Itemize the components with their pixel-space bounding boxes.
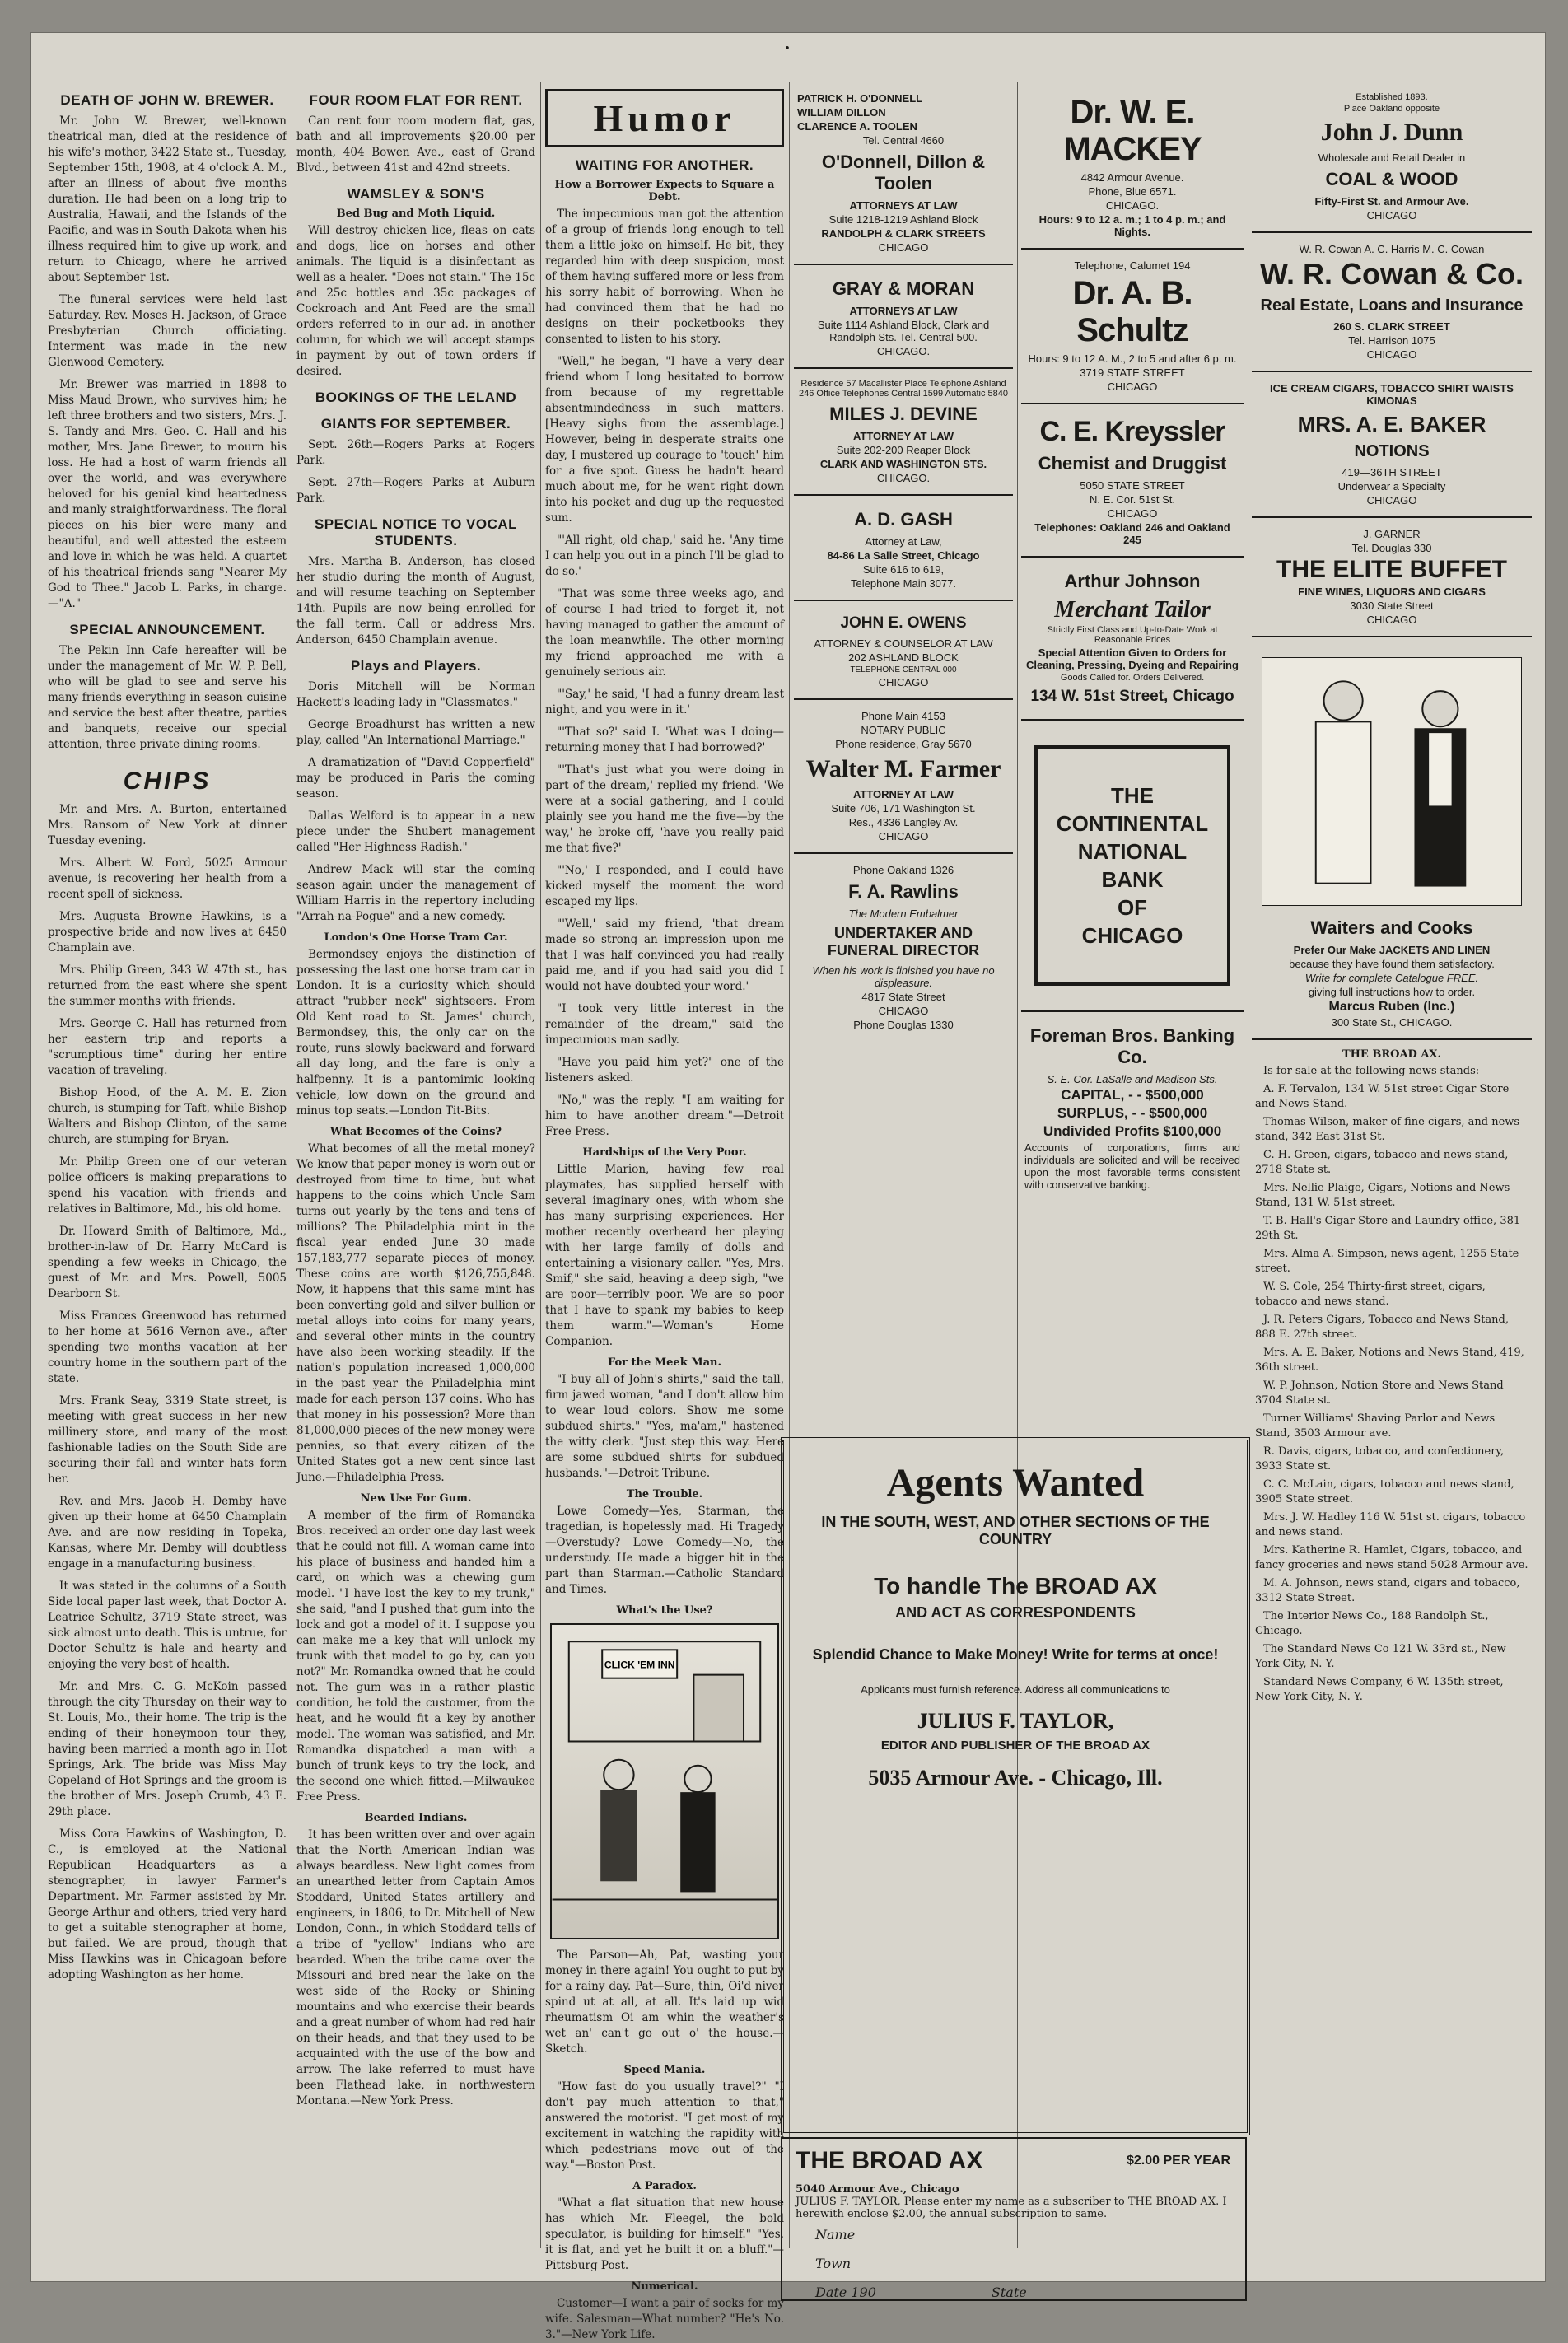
continental-bank-ad xyxy=(1021,719,1244,1010)
trouble-headline: The Trouble. xyxy=(626,1488,703,1501)
gum-headline: New Use For Gum. xyxy=(360,1492,472,1505)
article-paragraph: A dramatization of "David Copperfield" may be produced in Paris the coming season. xyxy=(296,756,535,800)
firm-role: ATTORNEY AT LAW xyxy=(852,430,954,442)
cartoon-caption: The Parson—Ah, Pat, wasting your money in there again! You ought to put by for a rainy day. Pat—Sure, thin, Oi'd niver spind ut at all, at all. It's laid up wid rheumatism Oi am whin the weather's wet an' can't go out o' the house.—Sketch. xyxy=(545,1949,784,2056)
firm-address: RANDOLPH & CLARK STREETS xyxy=(821,227,986,240)
article-paragraph: A member of the firm of Romandka Bros. received an order one day last week that he could not fill. A woman came into his place of business and handed him a card, on which was a chewing gum model. "I have lost the key to my trunk," she said, "and I pushed that gum into the lock and got a model of it. I suppose you can make me a key that will unlock my trunk with that model to go by, can you not?" Mr. Romandka owned that he could not. The gum was in a rather plastic condition, he told the customer, from the heat, and he would fit a key by another model. The woman was satisfied, and Mr. Romandka dispatched a man with a bunch of trunk keys to try the lock, and the second one which fitted.—Milwaukee Free Press. xyxy=(296,1509,535,1804)
column-rule xyxy=(540,82,541,2248)
druggist-role: Chemist and Druggist xyxy=(1038,453,1227,474)
firm-city: CHICAGO. xyxy=(876,472,931,484)
list-item: C. H. Green, cigars, tobacco and news stand, 2718 State st. xyxy=(1255,1149,1509,1176)
firm-address: 84-86 La Salle Street, Chicago xyxy=(827,549,980,562)
firm-address: CLARK AND WASHINGTON STS. xyxy=(819,458,987,470)
leland-headline: BOOKINGS OF THE LELAND xyxy=(315,390,517,405)
baker-address: 419—36TH STREET xyxy=(1342,466,1442,478)
bank-line: BANK xyxy=(1101,867,1164,892)
chips-item: Mrs. Albert W. Ford, 5025 Armour avenue, is recovering her health from a recent spell of sickness. xyxy=(48,856,287,901)
dunn-established: Established 1893. xyxy=(1356,92,1428,102)
article-paragraph: The impecunious man got the attention of a group of friends long enough to tell them a little joke on himself. He bit, they regarded him with deep suspicion, most of them having suffered more or less from his sorry habit of borrowing. When he had convinced them that he had no designs on their pocketbooks they consented to listen to his story. xyxy=(545,208,784,346)
firm-role: ATTORNEYS AT LAW xyxy=(849,305,958,317)
article-paragraph: Can rent four room modern flat, gas, bath and all improvements $20.00 per month, 404 Bowen Ave., east of Grand Blvd., between 41st and 42nd streets. xyxy=(296,114,535,175)
coupon-date-field[interactable]: Date 190 xyxy=(815,2285,876,2300)
waiters-illustration xyxy=(1262,657,1522,906)
elite-name: THE ELITE BUFFET xyxy=(1276,556,1507,583)
firm-name: O'Donnell, Dillon & Toolen xyxy=(821,152,986,194)
agents-line: Splendid Chance to Make Money! Write for terms at once! xyxy=(812,1646,1219,1663)
stands-intro: Is for sale at the following news stands: xyxy=(1263,1065,1480,1077)
baker-name: MRS. A. E. BAKER xyxy=(1297,412,1486,436)
odonnell-ad xyxy=(794,82,1013,264)
list-item: Mrs. Nellie Plaige, Cigars, Notions and News Stand, 131 W. 51st street. xyxy=(1255,1182,1510,1209)
inn-sign-text: CLICK 'EM INN xyxy=(604,1659,675,1671)
owens-ad xyxy=(794,600,1013,698)
article-paragraph: Sept. 26th—Rogers Parks at Rogers Park. xyxy=(296,438,535,467)
column-1 xyxy=(48,82,287,2248)
column-4 xyxy=(794,82,1013,1400)
notary-label: NOTARY PUBLIC xyxy=(861,724,946,736)
agents-contact-address: 5035 Armour Ave. - Chicago, Ill. xyxy=(868,1766,1163,1790)
chips-item: Mr. Philip Green one of our veteran police officers is making preparations to spend his vacation with friends and relatives in Baltimore, Md., his old home. xyxy=(48,1155,287,1216)
list-item: Mrs. A. E. Baker, Notions and News Stand, 419, 36th street. xyxy=(1255,1347,1524,1374)
elite-keeper: J. GARNER xyxy=(1363,528,1421,540)
residence-phone: Phone residence, Gray 5670 xyxy=(835,738,972,750)
death-headline: DEATH OF JOHN W. BREWER. xyxy=(60,92,274,108)
partner-name: PATRICK H. O'DONNELL xyxy=(797,92,923,105)
article-paragraph: Customer—I want a pair of socks for my wife. Salesman—What number? "He's No. 3."—New York Life. xyxy=(545,2297,784,2341)
coupon-state-field[interactable]: State xyxy=(991,2285,1027,2300)
tailor-note: Strictly First Class and Up-to-Date Work at Reasonable Prices xyxy=(1047,625,1218,645)
firm-suite: Suite 706, 171 Washington St. xyxy=(831,802,976,814)
doctor-name: Dr. A. B. Schultz xyxy=(1072,275,1192,348)
druggist-corner: N. E. Cor. 51st St. xyxy=(1089,493,1176,506)
ruben-ad xyxy=(1252,636,1532,1038)
elite-role: FINE WINES, LIQUORS AND CIGARS xyxy=(1298,586,1486,598)
devine-ad xyxy=(794,367,1013,494)
coupon-text: JULIUS F. TAYLOR, Please enter my name as a subscriber to THE BROAD AX. I herewith enclose $2.00, the annual subscription to same. xyxy=(796,2196,1227,2220)
dunn-address: Fifty-First St. and Armour Ave. xyxy=(1314,195,1469,208)
firm-telephone: Residence 57 Macallister Place Telephone Ashland 246 Office Telephones Central 1599 Automatic 5840 xyxy=(799,379,1008,399)
firm-city: CHICAGO xyxy=(878,241,929,254)
foreman-ad xyxy=(1021,1010,1244,1201)
firm-role: ATTORNEYS AT LAW xyxy=(849,199,958,212)
list-item: Thomas Wilson, maker of fine cigars, and news stand, 342 East 31st St. xyxy=(1255,1116,1520,1143)
article-paragraph: "'That's just what you were doing in part of the dream,' replied my friend. 'We were at a social gathering, and I could plainly see you hand me the five—by the way,' he broke off, 'have you really paid me that five?' xyxy=(545,763,784,855)
list-item: Mrs. Alma A. Simpson, news agent, 1255 State street. xyxy=(1255,1248,1519,1275)
firm-city: CHICAGO xyxy=(878,830,929,842)
column-6 xyxy=(1252,82,1532,2248)
schultz-ad xyxy=(1021,248,1244,403)
article-paragraph: "'Well,' said my friend, 'that dream made so strong an impression upon me that I was half convinced you had really paid me, and if you had said you did I would not have doubted your word.' xyxy=(545,917,784,993)
article-paragraph: Lowe Comedy—Yes, Starman, the tragedian, is hopelessly mad. Hi Tragedy—Overstudy? Lowe Comedy—No, the understudy. He made a bigger hit in the part than Starman.—Catholic Standard and Times. xyxy=(545,1505,784,1596)
firm-suite: 202 ASHLAND BLOCK xyxy=(848,651,959,664)
wamsley-headline: WAMSLEY & SON'S xyxy=(347,186,485,202)
chips-item: Mrs. Philip Green, 343 W. 47th st., has returned from the east where she spent the summer months with friends. xyxy=(48,964,287,1008)
ruben-catalogue: Write for complete Catalogue FREE. xyxy=(1304,972,1479,984)
dunn-city: CHICAGO xyxy=(1366,209,1417,222)
agents-line: Applicants must furnish reference. Address all communications to xyxy=(861,1683,1170,1696)
baker-ad xyxy=(1252,371,1532,516)
firm-address: 4817 State Street xyxy=(861,991,945,1003)
news-stands-list xyxy=(1252,1038,1532,1716)
firm-suite: Suite 1114 Ashland Block, Clark and Randolph Sts. Tel. Central 500. xyxy=(817,319,990,343)
agents-contact-role: EDITOR AND PUBLISHER OF THE BROAD AX xyxy=(880,1739,1150,1753)
firm-name: F. A. Rawlins xyxy=(848,881,959,902)
article-paragraph: Dallas Welford is to appear in a new piece under the Shubert management called "Her Highness Radish." xyxy=(296,810,535,854)
article-paragraph: George Broadhurst has written a new play, called "An International Marriage." xyxy=(296,718,535,747)
dunn-name: John J. Dunn xyxy=(1320,119,1463,146)
plays-headline: Plays and Players. xyxy=(350,658,482,674)
tailor-address: 134 W. 51st Street, Chicago xyxy=(1030,688,1234,705)
chips-item: Mr. and Mrs. C. G. McKoin passed through the city Thursday on their way to St. Louis, Mo., their home. The trip is the ending of their honeymoon tour they, having been married a month ago in Hot Springs, Ark. The bride was Miss May Copeland of Hot Springs and the groom is the brother of Mrs. Joseph Crumb, 43 E. 29th place. xyxy=(48,1680,287,1818)
baker-city: CHICAGO xyxy=(1366,494,1417,506)
firm-name: JOHN E. OWENS xyxy=(840,614,967,632)
tailor-name: Arthur Johnson xyxy=(1064,571,1201,591)
cowan-ad xyxy=(1252,231,1532,371)
subscription-coupon xyxy=(781,2137,1247,2301)
article-paragraph: Sept. 27th—Rogers Parks at Auburn Park. xyxy=(296,476,535,505)
mackey-ad xyxy=(1021,82,1244,248)
chips-item: Bishop Hood, of the A. M. E. Zion church, is stumping for Taft, while Bishop Walters and Bishop Clinton, of the same church, are stumping for Bryan. xyxy=(48,1086,287,1146)
firm-suite: Suite 616 to 619, xyxy=(862,563,945,576)
ruben-name: Marcus Ruben (Inc.) xyxy=(1328,1000,1455,1014)
partner-name: WILLIAM DILLON xyxy=(797,106,886,119)
cowan-address: 260 S. CLARK STREET xyxy=(1333,320,1450,333)
bank-address: S. E. Cor. LaSalle and Madison Sts. xyxy=(1047,1073,1218,1085)
list-item: Mrs. Katherine R. Hamlet, Cigars, tobacco, and fancy groceries and news stand 5028 Armour ave. xyxy=(1255,1544,1528,1571)
cartoon-drawing xyxy=(552,1625,777,1938)
humor-banner: Humor xyxy=(545,89,784,147)
firm-city: CHICAGO xyxy=(878,1005,929,1017)
firm-tagline: When his work is finished you have no displeasure. xyxy=(812,964,995,989)
meek-headline: For the Meek Man. xyxy=(607,1356,722,1369)
residence-address: Res., 4336 Langley Av. xyxy=(848,816,959,828)
list-item: Standard News Company, 6 W. 135th street, New York City, N. Y. xyxy=(1255,1676,1504,1703)
firm-subtitle: The Modern Embalmer xyxy=(848,908,959,920)
article-paragraph: "'Say,' he said, 'I had a funny dream last night, and you were in it.' xyxy=(545,688,784,716)
firm-role: ATTORNEY & COUNSELOR AT LAW xyxy=(814,637,993,650)
article-paragraph: "'All right, old chap,' said he. 'Any time I can help you out in a pinch I'll be glad to do so.' xyxy=(545,534,784,578)
tailor-role: Merchant Tailor xyxy=(1054,597,1211,623)
dunn-note: Place Oakland opposite xyxy=(1343,104,1440,114)
article-paragraph: "'That so?' said I. 'What was I doing—returning money that I had borrowed?' xyxy=(545,726,784,754)
article-paragraph: What becomes of all the metal money? We know that paper money is worn out or destroyed from time to time, but what happens to the coins which Uncle Sam turns out yearly by the tens and tens of millions? The Philadelphia mint in the fiscal year ended June 30 made 157,183,777 separate pieces of money. These coins are worth $126,755,848. Now, it happens that this same mint has been converting gold and silver bullion or metal alloys into coins for many years, and several other mints in the country have also been working steadily. If the nation's population increased 1,000,000 in the past year the Philadelphia mint made for each person 137 coins. Who has that money in his possession? More than 81,000,000 pieces of the new money were pennies, so that every citizen of the United States got a new cent since last June.—Philadelphia Press. xyxy=(296,1142,535,1484)
elite-city: CHICAGO xyxy=(1366,614,1417,626)
list-item: W. P. Johnson, Notion Store and News Stand 3704 State st. xyxy=(1255,1379,1504,1407)
firm-telephone: Telephone Main 3077. xyxy=(851,577,956,590)
waiting-subhead: How a Borrower Expects to Square a Debt. xyxy=(554,179,775,203)
firm-telephone: Phone Douglas 1330 xyxy=(853,1019,954,1031)
list-item: The Interior News Co., 188 Randolph St., Chicago. xyxy=(1255,1610,1489,1637)
article-paragraph: "How fast do you usually travel?" "I don't pay much attention to that," answered the motorist. "I get most of my excitement in watching the rapidity with which pedestrians move out of the way."—Boston Post. xyxy=(545,2080,784,2172)
agents-line: To handle The BROAD AX xyxy=(874,1573,1157,1599)
chips-item: Rev. and Mrs. Jacob H. Demby have given up their home at 6450 Champlain Ave. and are now residing in Topeka, Kansas, where Mr. Demby will doubtless engage in a manufacturing business. xyxy=(48,1495,287,1571)
column-2 xyxy=(296,82,535,2248)
article-paragraph: Will destroy chicken lice, fleas on cats and dogs, lice on horses and other animals. The liquid is a disinfectant as well as a healer. "Does not stain." The 15c and 25c bottles and 35c packages of Cockroach and Ant Feed are the small orders referred to in our ad. in another column, for which we will accept stamps in payment by out of town orders if desired. xyxy=(296,224,535,378)
use-headline: What's the Use? xyxy=(616,1604,713,1617)
special-headline: SPECIAL ANNOUNCEMENT. xyxy=(69,622,265,637)
article-paragraph: Andrew Mack will star the coming season again under the management of William Harris in the repertory including "Arrah-na-Pogue" and a new comedy. xyxy=(296,863,535,923)
firm-suite: Suite 1218-1219 Ashland Block xyxy=(828,213,978,226)
elite-address: 3030 State Street xyxy=(1350,600,1434,612)
baker-role: NOTIONS xyxy=(1354,442,1430,460)
giants-headline: GIANTS FOR SEPTEMBER. xyxy=(320,416,511,432)
doctor-address: 4842 Armour Avenue. xyxy=(1080,171,1184,184)
partner-name: CLARENCE A. TOOLEN xyxy=(797,120,917,133)
chips-item: Mr. and Mrs. A. Burton, entertained Mrs. Ransom of New York at dinner Tuesday evening. xyxy=(48,803,287,847)
article-paragraph: "What a flat situation that new house has which Mr. Fleegel, the bold speculator, is building for himself." "Yes, it is flat, and yet he built it on a bluff."—Pittsburg Post. xyxy=(545,2196,784,2272)
bank-line: NATIONAL xyxy=(1077,839,1188,864)
chips-item: Mrs. Frank Seay, 3319 State street, is meeting with great success in her new millinery store, and many of the most fashionable ladies on the South Side are securing their fall and winter hats form her. xyxy=(48,1394,287,1486)
waiting-headline: WAITING FOR ANOTHER. xyxy=(575,157,754,173)
firm-city: CHICAGO xyxy=(878,676,929,688)
list-item: C. C. McLain, cigars, tobacco and news stand, 3905 State street. xyxy=(1255,1478,1514,1505)
bank-line: CHICAGO xyxy=(1081,923,1183,948)
cowan-firm: W. R. Cowan & Co. xyxy=(1260,257,1524,291)
kreyssler-ad xyxy=(1021,403,1244,556)
list-item: W. S. Cole, 254 Thirty-first street, cigars, tobacco and news stand. xyxy=(1255,1281,1486,1308)
firm-city: CHICAGO. xyxy=(876,345,931,357)
druggist-phone: Telephones: Oakland 246 and Oakland 245 xyxy=(1034,521,1230,546)
dunn-ad xyxy=(1252,82,1532,231)
page-marker: • xyxy=(784,43,792,55)
waiters-drawing xyxy=(1262,658,1521,905)
indians-headline: Bearded Indians. xyxy=(364,1812,468,1824)
flat-headline: FOUR ROOM FLAT FOR RENT. xyxy=(309,92,523,108)
vocal-headline: SPECIAL NOTICE TO VOCAL STUDENTS. xyxy=(314,516,518,548)
bank-line: THE xyxy=(1111,783,1154,808)
druggist-city: CHICAGO xyxy=(1107,507,1158,520)
list-item: M. A. Johnson, news stand, cigars and tobacco, 3312 State Street. xyxy=(1255,1577,1520,1604)
agents-wanted-ad xyxy=(781,1437,1250,2135)
bank-line: CONTINENTAL xyxy=(1056,811,1209,836)
article-paragraph: The Pekin Inn Cafe hereafter will be under the management of Mr. W. P. Bell, who will be glad to see and serve his many friends everything in season cuisine and service the best after theatre, parties and banquets, receive our special attention, three private dining rooms. xyxy=(48,644,287,751)
ruben-title: Waiters and Cooks xyxy=(1310,917,1473,938)
firm-role: Attorney at Law, xyxy=(865,535,942,548)
elite-telephone: Tel. Douglas 330 xyxy=(1351,542,1432,554)
speed-headline: Speed Mania. xyxy=(623,2064,706,2076)
list-item: A. F. Tervalon, 134 W. 51st street Cigar Store and News Stand. xyxy=(1255,1083,1510,1110)
firm-name: A. D. GASH xyxy=(854,509,953,530)
chips-item: Miss Frances Greenwood has returned to her home at 5616 Vernon ave., after spending two months vacation at her country home in the southern part of the state. xyxy=(48,1309,287,1385)
coupon-date-row xyxy=(782,2278,1245,2307)
article-paragraph: Little Marion, having few real playmates, has supplied herself with several imaginary ones, with whom she has many surprising experiences. Her mother recently overheard her playing with her large family of dolls and entertaining a visionary caller. "Yes, Mrs. Smif," she said, heaving a deep sigh, "we are poor—terribly poor. We are so poor that I have to spank my babies to keep them warm."—Woman's Home Companion. xyxy=(545,1163,784,1348)
firm-name: GRAY & MORAN xyxy=(832,278,975,299)
coupon-address: 5040 Armour Ave., Chicago xyxy=(796,2183,959,2196)
cowan-city: CHICAGO xyxy=(1366,348,1417,361)
list-item: T. B. Hall's Cigar Store and Laundry office, 381 29th St. xyxy=(1255,1215,1521,1242)
article-paragraph: The funeral services were held last Saturday. Rev. Moses H. Jackson, of Grace Presbyterian Church officiating. Interment was made in the new Glenwood Cemetery. xyxy=(48,293,287,369)
wamsley-subhead: Bed Bug and Moth Liquid. xyxy=(336,208,496,220)
bank-name: Foreman Bros. Banking Co. xyxy=(1029,1025,1235,1067)
ruben-note: giving full instructions how to order. xyxy=(1308,986,1476,998)
coins-headline: What Becomes of the Coins? xyxy=(329,1126,502,1138)
cowan-partners: W. R. Cowan A. C. Harris M. C. Cowan xyxy=(1299,243,1485,255)
chips-item: Mrs. George C. Hall has returned from her eastern trip and reports a "scrumptious time" during her entire vacation of traveling. xyxy=(48,1017,287,1077)
ruben-subtitle: Prefer Our Make JACKETS AND LINEN xyxy=(1293,944,1491,956)
firm-role: UNDERTAKER AND FUNERAL DIRECTOR xyxy=(827,925,980,959)
druggist-name: C. E. Kreyssler xyxy=(1039,416,1225,447)
doctor-name: Dr. W. E. MACKEY xyxy=(1063,94,1202,167)
bank-logo xyxy=(1034,745,1230,986)
firm-telephone: Phone Main 4153 xyxy=(861,710,945,722)
agents-line: IN THE SOUTH, WEST, AND OTHER SECTIONS OF THE COUNTRY xyxy=(821,1514,1210,1547)
agents-title: Agents Wanted xyxy=(886,1461,1145,1505)
farmer-ad xyxy=(794,698,1013,852)
johnson-ad xyxy=(1021,556,1244,719)
bank-line: OF xyxy=(1117,895,1148,920)
bank-profits: Undivided Profits $100,000 xyxy=(1043,1123,1222,1139)
article-paragraph: It has been written over and over again that the North American Indian was always beardless. New light comes from an unearthed letter from Captain Amos Stoddard, United States artillery and engineers, in 1806, to Dr. Mitchell of New London, Conn., in which Stoddard tells of a tribe of "yellow" Indians who are bearded. When the tribe came over the Missouri and bred near the lake on the west side of the Rocky or Shining mountains and who exercise their beards and a great number of whom had red hair on their heads, and that they used to be acquainted with the use of the bow and arrow. The lake referred to must have been Flathead lake, in northwestern Montana.—New York Press. xyxy=(296,1828,535,2107)
baker-items: ICE CREAM CIGARS, TOBACCO SHIRT WAISTS KIMONAS xyxy=(1270,382,1514,407)
firm-role: ATTORNEY AT LAW xyxy=(852,788,954,800)
article-paragraph: Mr. John W. Brewer, well-known theatrical man, died at the residence of his wife's mother, 3422 State st., Tuesday, September 15th, 1908, at 4 o'clock A. M., after an illness of about five months duration. He had been on a long trip to Australia, Hawaii, and the Islands of the Pacific, and was in South Dakota when his illness required him to give up work, and return to Chicago, where he arrived about September 1st. xyxy=(48,114,287,284)
firm-name: Walter M. Farmer xyxy=(805,755,1001,782)
tailor-note: Special Attention Given to Orders for Cleaning, Pressing, Dyeing and Repairing xyxy=(1026,646,1239,671)
article-paragraph: Doris Mitchell will be Norman Hackett's leading lady in "Classmates." xyxy=(296,680,535,709)
rawlins-ad xyxy=(794,852,1013,1041)
cowan-telephone: Tel. Harrison 1075 xyxy=(1348,334,1435,347)
list-item: R. Davis, cigars, tobacco, and confectionery, 3933 State st. xyxy=(1255,1445,1505,1473)
bank-surplus: SURPLUS, - - $500,000 xyxy=(1057,1105,1208,1121)
chips-item: Dr. Howard Smith of Baltimore, Md., brother-in-law of Dr. Harry McCard is spending a few weeks in Chicago, the guest of Mr. and Mrs. Powell, 5005 Dearborn St. xyxy=(48,1225,287,1300)
article-paragraph: "That was some three weeks ago, and of course I had tried to forget it, not having managed to gather the amount of the loan meanwhile. The other morning my friend approached me with a genuinely serious air. xyxy=(545,587,784,679)
column-5 xyxy=(1021,82,1244,1400)
bank-note: Accounts of corporations, firms and individuals are solicited and will be received upon the most favorable terms consistent with conservative banking. xyxy=(1024,1141,1240,1191)
list-item: Turner Williams' Shaving Parlor and News Stand, 3503 Armour ave. xyxy=(1255,1412,1496,1440)
chips-item: It was stated in the columns of a South Side local paper last week, that Doctor A. Leatrice Schultz, 3719 State street, was sick almost unto death. This is untrue, for Doctor Schultz is hale and hearty and enjoying the very best of health. xyxy=(48,1580,287,1671)
firm-telephone: Phone Oakland 1326 xyxy=(852,864,954,876)
firm-name: MILES J. DEVINE xyxy=(829,404,978,424)
coupon-town-field[interactable]: Town xyxy=(815,2256,852,2271)
article-paragraph: "I buy all of John's shirts," said the tall, firm jawed woman, "and I don't allow him to wear loud colors. Show me some subdued shirts." "Yes, ma'am," hastened the witty clerk. "Just step this way. Here are some subdued shirts for subdued husbands."—Detroit Tribune. xyxy=(545,1373,784,1480)
list-item: The Standard News Co 121 W. 33rd st., New York City, N. Y. xyxy=(1255,1643,1506,1670)
firm-suite: Suite 202-200 Reaper Block xyxy=(836,444,971,456)
tram-headline: London's One Horse Tram Car. xyxy=(324,931,508,944)
chips-item: Miss Cora Hawkins of Washington, D. C., is employed at the National Republican Headquarters as a stenographer, in lawyer Farmer's Department. Mr. Farmer assisted by Mr. George Arthur and others, tried very hard to get a suitable stenographer at home, but failed. We are proud, though that Miss Hawkins was in Chicagoan before adopting Washington as her home. xyxy=(48,1827,287,1981)
article-paragraph: "I took very little interest in the remainder of the dream," said the impecunious man sadly. xyxy=(545,1002,784,1047)
coupon-name-field[interactable]: Name xyxy=(815,2227,856,2243)
cartoon-illustration xyxy=(550,1623,779,1939)
doctor-city: CHICAGO. xyxy=(1105,199,1160,212)
dunn-trade: Wholesale and Retail Dealer in xyxy=(1318,152,1466,164)
cowan-role: Real Estate, Loans and Insurance xyxy=(1260,296,1524,315)
dunn-coal: COAL & WOOD xyxy=(1325,169,1458,189)
article-paragraph: "Have you paid him yet?" one of the listeners asked. xyxy=(545,1056,784,1085)
agents-line: AND ACT AS CORRESPONDENTS xyxy=(895,1604,1136,1621)
firm-telephone: TELEPHONE CENTRAL 000 xyxy=(850,665,957,674)
article-paragraph: Mr. Brewer was married in 1898 to Miss Maud Brown, who survives him; he left three brothers and two sisters, Mrs. J. S. Tandy and Mrs. Geo. C. Hall and his mother, Mrs. Jane Brewer, to mourn his loss. He had a host of warm friends all over the world, and was everywhere beloved for his genial kind heartedness and manly straightforwardness. The floral pieces on his bier were many and beautiful, and well attested the esteem and love in which he was held. A quartet of his theatrical friends sang "Nearer My God to Thee." Jacob L. Parks, in charge.—"A." xyxy=(48,378,287,610)
druggist-address: 5050 STATE STREET xyxy=(1080,479,1185,492)
doctor-phone: Phone, Blue 6571. xyxy=(1088,185,1177,198)
doctor-city: CHICAGO xyxy=(1107,380,1158,393)
doctor-phone: Telephone, Calumet 194 xyxy=(1074,259,1191,272)
ruben-address: 300 State St., CHICAGO. xyxy=(1331,1016,1453,1029)
article-paragraph: Bermondsey enjoys the distinction of possessing the last one horse tram car in London. It is a curiosity which should attract "rubber neck" sightseers. From Old Kent road to St. James' church, Bermondsey, this, the only car on the route, runs slowly backward and forward all day long, and the fare is only a halfpenny. It is a pantomimic looking vehicle, low down on the ground and minus top seats.—London Tit-Bits. xyxy=(296,948,535,1118)
doctor-hours: Hours: 9 to 12 A. M., 2 to 5 and after 6 p. m. xyxy=(1028,352,1237,365)
article-paragraph: "Well," he began, "I have a very dear friend whom I long hesitated to borrow from because of my regrettable absentmindedness in such matters. [Heavy sighs from the assemblage.] However, being in desperate straits one day, I mustered up courage to 'touch' him for a five spot. Guess he hadn't heard much about me, for he went right down into his pocket and dug up the requested sum. xyxy=(545,355,784,525)
article-paragraph: "'No,' I responded, and I could have kicked myself the moment the word escaped my lips. xyxy=(545,864,784,908)
poor-headline: Hardships of the Very Poor. xyxy=(582,1146,747,1159)
elite-ad xyxy=(1252,516,1532,636)
stands-title: THE BROAD AX. xyxy=(1342,1048,1442,1061)
firm-telephone: Tel. Central 4660 xyxy=(862,134,945,147)
coupon-price: $2.00 PER YEAR xyxy=(1127,2154,1230,2168)
baker-specialty: Underwear a Specialty xyxy=(1337,480,1446,492)
list-item: J. R. Peters Cigars, Tobacco and News Stand, 888 E. 27th street. xyxy=(1255,1314,1510,1341)
column-3 xyxy=(545,82,784,2341)
ruben-note: because they have found them satisfactory. xyxy=(1289,958,1495,970)
newspaper-page xyxy=(31,33,1545,2341)
doctor-address: 3719 STATE STREET xyxy=(1080,366,1185,379)
list-item: Mrs. J. W. Hadley 116 W. 51st st. cigars, tobacco and news stand. xyxy=(1255,1511,1526,1538)
doctor-hours: Hours: 9 to 12 a. m.; 1 to 4 p. m.; and Nights. xyxy=(1038,213,1226,238)
article-paragraph: Mrs. Martha B. Anderson, has closed her studio during the month of August, and will resume teaching on September 14th. Pupils are now being enrolled for the fall term. Call or address Mrs. Anderson, 6450 Champlain avenue. xyxy=(296,555,535,646)
coupon-title: THE BROAD AX xyxy=(796,2147,983,2174)
tailor-note: Goods Called for. Orders Delivered. xyxy=(1060,673,1205,683)
chips-heading: CHIPS xyxy=(123,768,212,795)
gash-ad xyxy=(794,494,1013,600)
chips-item: Mrs. Augusta Browne Hawkins, is a prospective bride and now lives at 6450 Champlain ave. xyxy=(48,910,287,954)
article-paragraph: "No," was the reply. "I am waiting for him to have another dream."—Detroit Free Press. xyxy=(545,1094,784,1138)
bank-capital: CAPITAL, - - $500,000 xyxy=(1061,1087,1204,1103)
paradox-headline: A Paradox. xyxy=(632,2180,697,2192)
numerical-headline: Numerical. xyxy=(631,2280,698,2293)
agents-contact-name: JULIUS F. TAYLOR, xyxy=(917,1709,1114,1733)
gray-moran-ad xyxy=(794,264,1013,367)
